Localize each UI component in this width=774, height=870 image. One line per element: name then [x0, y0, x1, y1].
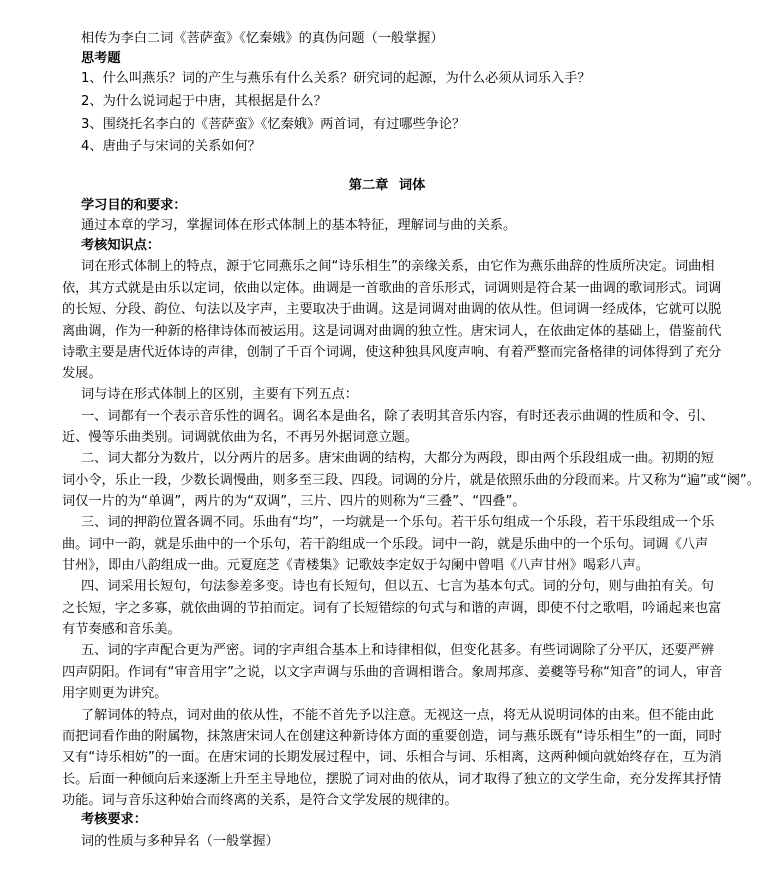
chapter-title: [0, 176, 774, 196]
body-line: 离曲调，作为一种新的格律诗体而被运用。这是词调对曲调的独立性。唐宋词人，在依曲定体的基础上，借鉴前代: [62, 324, 722, 339]
body-line: 而把词看作曲的附属物，抹煞唐宋词人在创建这种新诗体方面的重要创造，词与燕乐既有“诗乐相生”的一面，同时: [62, 729, 722, 744]
body-line: 一、词都有一个表示音乐性的调名。调名本是曲名，除了表明其音乐内容，有时还表示曲调的性质和令、引、: [81, 409, 714, 424]
body-line: 依，其方式就是由乐以定词，依曲以定体。曲调是一首歌曲的音乐形式，词调则是符合某一曲调的歌词形式。词调: [62, 281, 722, 296]
body-line: 词在形式体制上的特点，源于它同燕乐之间“诗乐相生”的亲缘关系，由它作为燕乐曲辞的性质所决定。词曲相: [81, 259, 715, 274]
body-line: 甘州》，即由八韵组成一曲。元夏庭芝《青楼集》记歌妓李定奴于勾阑中曾唱《八声甘州》喝彩八声。: [62, 558, 649, 573]
body-line: 功能。词与音乐这种始合而终离的关系，是符合文学发展的规律的。: [62, 793, 458, 808]
goal-heading: 学习目的和要求：: [81, 198, 187, 213]
body-line: 二、词大都分为数片，以分两片的居多。唐宋曲调的结构，大都分为两段，即由两个乐段组成一曲。初期的短: [81, 451, 714, 466]
body-line: 四、词采用长短句，句法参差多变。诗也有长短句，但以五、七言为基本句式。词的分句，则与曲拍有关。句: [81, 579, 714, 594]
body-line: 曲。词中一韵，就是乐曲中的一个乐句，若干韵组成一个乐段。词中一韵，就是乐曲中的一个乐句。词调《八声: [62, 537, 709, 552]
chapter-name: 词体: [398, 178, 426, 193]
question-item: 2、为什么说词起于中唐，其根据是什么？: [81, 94, 327, 109]
body-line: 三、词的押韵位置各调不同。乐曲有“均”，一均就是一个乐句。若干乐句组成一个乐段，若干乐段组成一个乐: [81, 515, 715, 530]
exam-heading: 考核要求：: [81, 812, 147, 827]
body-line: 诗歌主要是唐代近体诗的声律，创制了千百个词调，使这种独具风度声响、有着严整而完备格律的词体得到了充分: [62, 345, 722, 360]
body-line: 又有“诗乐相妨”的一面。在唐宋词的长期发展过程中，词、乐相合与词、乐相离，这两种倾向就始终存在，互为消: [62, 750, 722, 765]
body-line: 词仅一片的为“单调”，两片的为“双调”，三片、四片的则称为“三叠”、“四叠”。: [62, 494, 526, 509]
body-line: 五、词的字声配合更为严密。词的字声组合基本上和诗律相似，但变化甚多。有些词调除了分平仄，还要严辨: [81, 643, 714, 658]
knowledge-heading: 考核知识点：: [81, 238, 161, 253]
exam-item: 词的性质与多种异名（一般掌握）: [81, 834, 279, 849]
body-line: 的长短、分段、韵位、句法以及字声，主要取决于曲调。这是词调对曲调的依从性。但词调一经成体，它就可以脱: [62, 302, 722, 317]
question-item: 1、什么叫燕乐？词的产生与燕乐有什么关系？研究词的起源，为什么必须从词乐入手？: [81, 71, 591, 86]
note-line: 相传为李白二词《菩萨蛮》《忆秦娥》的真伪问题（一般掌握）: [81, 31, 444, 46]
body-line: 了解词体的特点，词对曲的依从性，不能不首先予以注意。无视这一点，将无从说明词体的由来。但不能由此: [81, 708, 714, 723]
body-line: 发展。: [62, 366, 102, 381]
body-line: 长。后面一种倾向后来逐渐上升至主导地位，摆脱了词对曲的依从，词才取得了独立的文学生命，充分发挥其抒情: [62, 772, 722, 787]
body-line: 有节奏感和音乐美。: [62, 622, 181, 637]
body-line: 四声阴阳。作词有“审音用字”之说，以文字声调与乐曲的音调相谐合。象周邦彦、姜夔等号称“知音”的词人，审音: [62, 665, 723, 680]
goal-text: 通过本章的学习，掌握词体在形式体制上的基本特征，理解词与曲的关系。: [81, 218, 517, 233]
chapter-number: 第二章: [348, 178, 389, 193]
question-item: 3、围绕托名李白的《菩萨蛮》《忆秦娥》两首词，有过哪些争论？: [81, 117, 466, 132]
body-line: 用字则更为讲究。: [62, 686, 168, 701]
body-line: 词小令，乐止一段，少数长调慢曲，则多至三段、四段。词调的分片，就是依照乐曲的分段而来。片又称为“遍”或“阕”。: [62, 473, 760, 488]
body-line: 近、慢等乐曲类别。词调就依曲为名，不再另外据词意立题。: [62, 430, 419, 445]
body-line: 之长短，字之多寡，就依曲调的节拍而定。词有了长短错综的句式与和谐的声调，即使不付之歌唱，吟诵起来也富: [62, 601, 722, 616]
question-item: 4、唐曲子与宋词的关系如何？: [81, 139, 261, 154]
think-heading: 思考题: [81, 51, 121, 66]
body-line: 词与诗在形式体制上的区别，主要有下列五点：: [81, 387, 358, 402]
